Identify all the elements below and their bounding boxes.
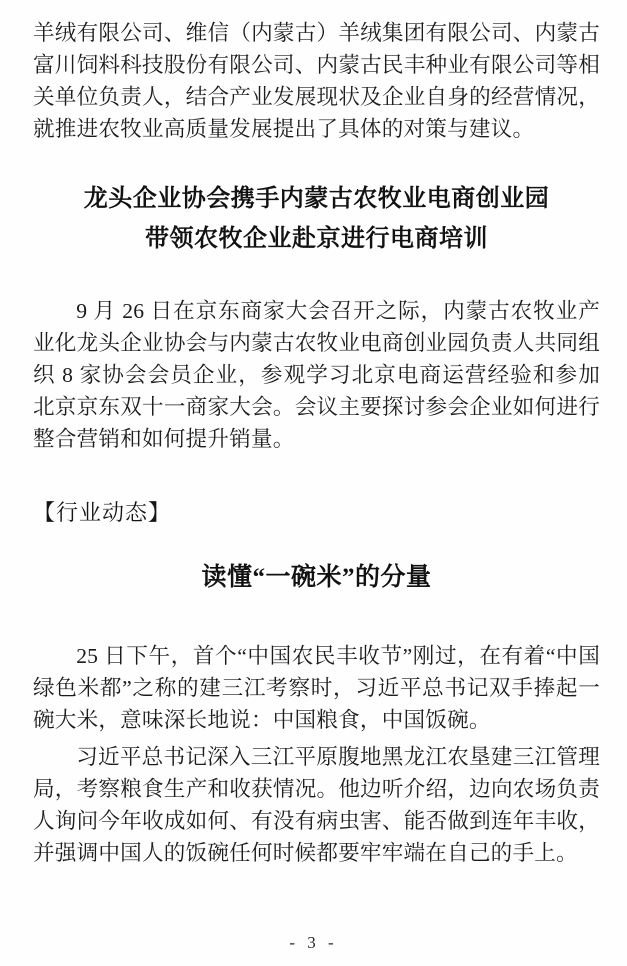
section-header-industry-news: 【行业动态】 xyxy=(33,500,172,525)
continuation-paragraph: 羊绒有限公司、维信（内蒙古）羊绒集团有限公司、内蒙古富川饲料科技股份有限公司、内蒙古民丰种业有限公司等相关单位负责人，结合产业发展现状及企业自身的经营情况，就推进农牧业高质量发展提出了具体的对策与建议。 xyxy=(33,21,600,141)
article1-title-line1: 龙头企业协会携手内蒙古农牧业电商创业园 xyxy=(83,186,550,212)
article1-title xyxy=(33,179,600,259)
page-number: - 3 - xyxy=(289,933,338,952)
article1-title-line2: 带领农牧企业赴京进行电商培训 xyxy=(145,226,488,252)
article2-paragraph-2: 习近平总书记深入三江平原腹地黑龙江农垦建三江管理局，考察粮食生产和收获情况。他边听介绍，边向农场负责人询问今年收成如何、有没有病虫害、能否做到连年丰收，并强调中国人的饭碗任何时候都要牢牢端在自己的手上。 xyxy=(33,745,600,865)
article1-body-paragraph: 9 月 26 日在京东商家大会召开之际，内蒙古农牧业产业化龙头企业协会与内蒙古农牧业电商创业园负责人共同组织 8 家协会会员企业，参观学习北京电商运营经验和参加北京京东双十一商家大会。会议主要探讨参会企业如何进行整合营销和如何提升销量。 xyxy=(33,299,600,451)
article2-paragraph-1: 25 日下午，首个“中国农民丰收节”刚过，在有着“中国绿色米都”之称的建三江考察时，习近平总书记双手捧起一碗大米，意味深长地说：中国粮食，中国饭碗。 xyxy=(33,644,600,732)
article2-title: 读懂“一碗米”的分量 xyxy=(201,564,432,591)
